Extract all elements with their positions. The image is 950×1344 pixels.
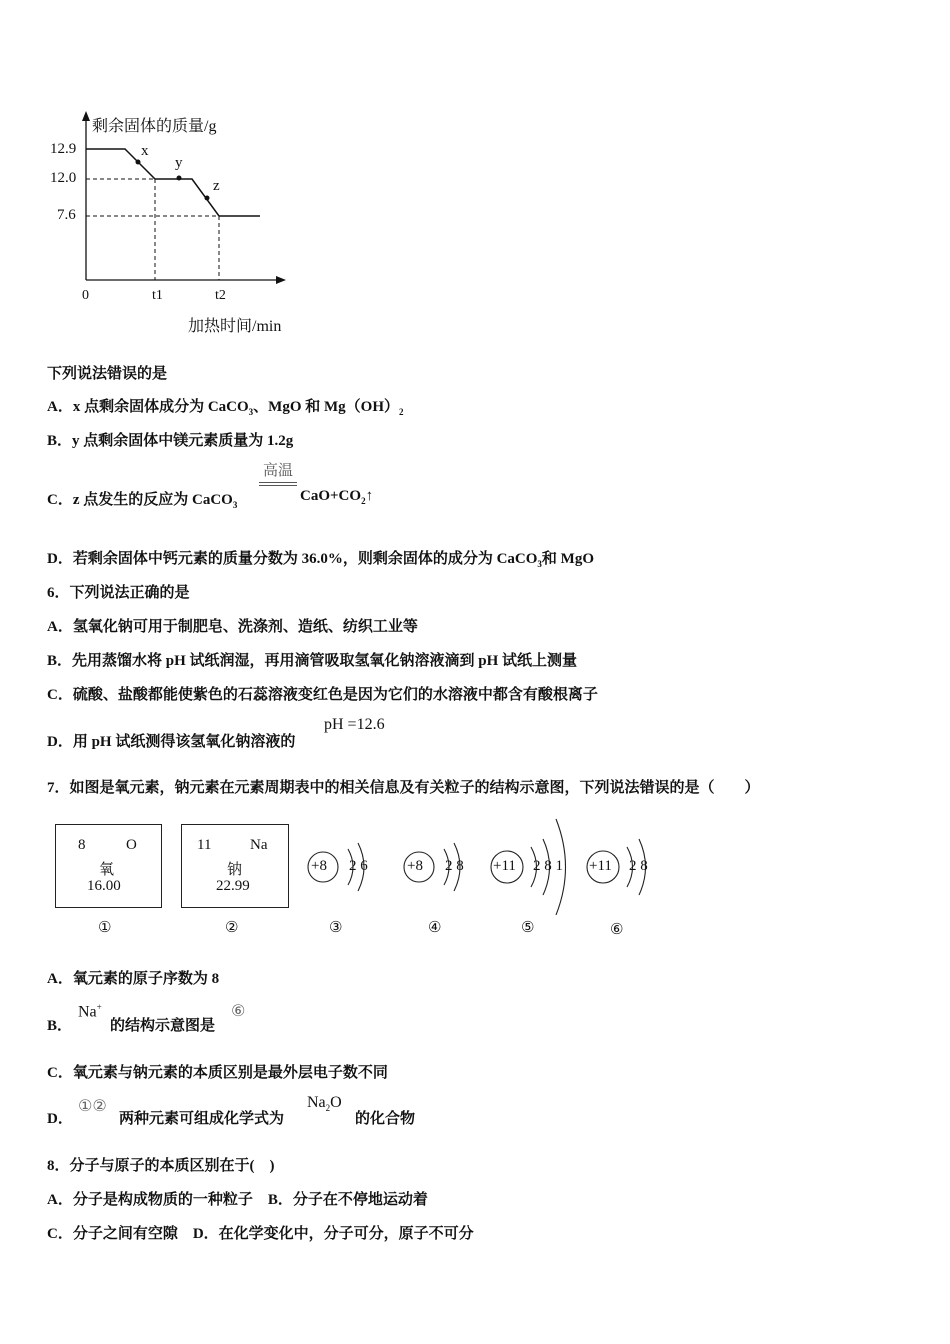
atom4-shells: 2 8 <box>445 858 464 874</box>
xtick-0: 0 <box>82 288 89 303</box>
q7-b-prefix: B． <box>47 1018 73 1034</box>
q5-stem: 下列说法错误的是 <box>47 366 168 382</box>
xtick-t1: t1 <box>152 288 163 303</box>
q5-d-text: D．若剩余固体中钙元素的质量分数为 36.0%，则剩余固体的成分为 CaCO <box>47 551 538 567</box>
atom5-shells: 2 8 1 <box>533 858 563 874</box>
y-axis-arrow <box>82 111 90 121</box>
y-axis-label: 剩余固体的质量/g <box>92 118 217 135</box>
q8-options-ab: A．分子是构成物质的一种粒子 B．分子在不停地运动着 <box>47 1192 428 1208</box>
products-text: CaO+CO <box>300 488 362 504</box>
q7-d-ref: ①② <box>78 1096 107 1115</box>
atom6-nucleus: +11 <box>589 858 612 874</box>
element-card-oxygen <box>55 824 162 908</box>
q5-a-text: A．x 点剩余固体成分为 CaCO <box>47 399 249 415</box>
q7-stem: 7．如图是氧元素，钠元素在元素周期表中的相关信息及有关粒子的结构示意图，下列说法错误的是（ ） <box>47 780 760 796</box>
q7-b-ion: Na+ <box>78 1002 102 1021</box>
label-3: ③ <box>329 918 343 936</box>
oxygen-mass: 16.00 <box>87 878 121 894</box>
q8-stem: 8．分子与原子的本质区别在于( ) <box>47 1158 275 1174</box>
oxygen-name: 氧 <box>99 862 115 878</box>
sodium-symbol: Na <box>250 837 268 853</box>
label-5: ⑤ <box>521 918 535 936</box>
x-axis-label: 加热时间/min <box>188 318 282 335</box>
q6-option-d: D．用 pH 试纸测得该氢氧化钠溶液的 <box>47 734 296 750</box>
q5-option-b: B．y 点剩余固体中镁元素质量为 1.2g <box>47 433 294 449</box>
q5-option-a: A．x 点剩余固体成分为 CaCO$_3$、MgO 和 $Mg(OH)_2$ <box>47 399 404 417</box>
label-x: x <box>141 143 149 159</box>
formula-na: Na <box>307 1094 326 1111</box>
reaction-products: $CaO+CO_2↑$ <box>300 488 374 506</box>
q7-option-c: C．氧元素与钠元素的本质区别是最外层电子数不同 <box>47 1065 388 1081</box>
label-1: ① <box>98 918 112 936</box>
xtick-t2: t2 <box>215 288 226 303</box>
reaction-condition <box>259 459 297 486</box>
oxygen-number: 8 <box>78 837 86 853</box>
formula-o: O <box>330 1094 342 1111</box>
mass-time-graph <box>40 105 310 340</box>
ytick-12-0: 12.0 <box>50 170 77 186</box>
label-z: z <box>213 178 220 194</box>
atom6-shells: 2 8 <box>629 858 648 874</box>
q7-option-d <box>47 1107 73 1128</box>
ytick-7-6: 7.6 <box>57 207 76 223</box>
q6-option-c: C．硫酸、盐酸都能使紫色的石蕊溶液变红色是因为它们的水溶液中都含有酸根离子 <box>47 687 598 703</box>
q7-b-ref: ⑥ <box>231 1001 246 1020</box>
sodium-name: 钠 <box>227 862 243 878</box>
point-y <box>177 176 182 181</box>
q6-stem: 6．下列说法正确的是 <box>47 585 190 601</box>
q6-option-b: B．先用蒸馏水将 pH 试纸润湿，再用滴管吸取氢氧化钠溶液滴到 pH 试纸上测量 <box>47 653 578 669</box>
q7-b-text: 的结构示意图是 <box>110 1018 216 1034</box>
q8-options-cd: C．分子之间有空隙 D．在化学变化中，分子可分，原子不可分 <box>47 1226 474 1242</box>
q5-option-d: D．若剩余固体中钙元素的质量分数为 36.0%，则剩余固体的成分为 CaCO$_3$和 MgO <box>47 551 594 569</box>
graph-svg <box>40 105 310 340</box>
equals-sign <box>259 482 297 486</box>
condition-text: 高温 <box>262 463 293 479</box>
na-ion-symbol: Na <box>78 1003 97 1021</box>
label-y: y <box>175 155 183 171</box>
label-6: ⑥ <box>610 920 624 938</box>
q6-option-a: A．氢氧化钠可用于制肥皂、洗涤剂、造纸、纺织工业等 <box>47 619 418 635</box>
atom4-nucleus: +8 <box>407 858 423 874</box>
point-z <box>205 196 210 201</box>
q6-ph-formula: pH =12.6 <box>324 716 385 733</box>
label-2: ② <box>225 918 239 936</box>
q7-d-formula: $Na_2O$ <box>307 1094 342 1114</box>
atom3-nucleus: +8 <box>311 858 327 874</box>
point-x <box>136 160 141 165</box>
ytick-12-9: 12.9 <box>50 141 77 157</box>
q7-option-a: A．氧元素的原子序数为 8 <box>47 971 220 987</box>
sodium-mass: 22.99 <box>216 878 250 894</box>
x-axis-arrow <box>276 276 286 284</box>
q7-d-text: 两种元素可组成化学式为 <box>119 1111 285 1127</box>
q7-d-end: 的化合物 <box>355 1111 416 1127</box>
label-4: ④ <box>428 918 442 936</box>
q7-option-b <box>47 1014 72 1035</box>
element-card-sodium <box>181 824 289 908</box>
sodium-number: 11 <box>197 837 212 853</box>
mass-curve <box>86 149 260 216</box>
q5-d-rest: 和 MgO <box>541 551 594 567</box>
q7-d-prefix: D． <box>47 1111 73 1127</box>
atom3-shells: 2 6 <box>349 858 368 874</box>
q5-option-c: C．z 点发生的反应为 CaCO$_3$ <box>47 492 238 510</box>
atom5-nucleus: +11 <box>493 858 516 874</box>
oxygen-symbol: O <box>126 837 137 853</box>
q5-c-text: C．z 点发生的反应为 CaCO <box>47 492 233 508</box>
q5-a-rest: 、MgO 和 Mg（OH） <box>253 399 399 415</box>
